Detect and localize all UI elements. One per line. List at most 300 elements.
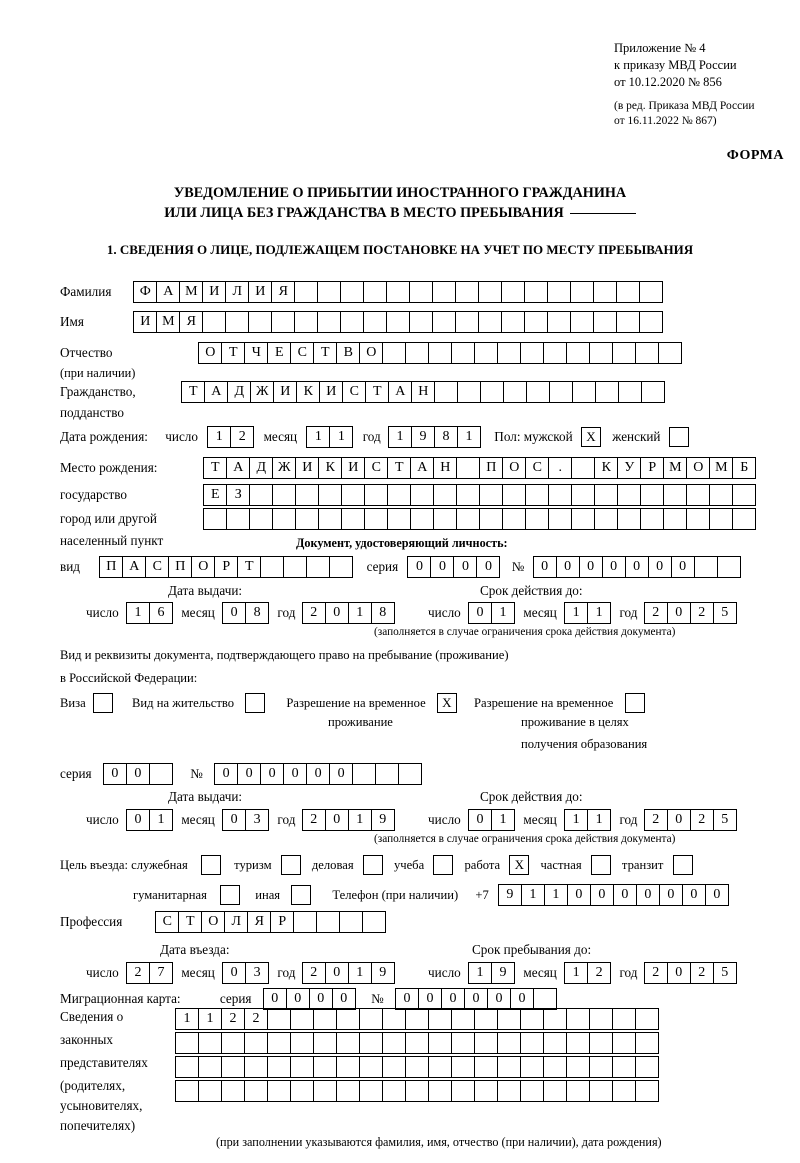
char-box[interactable]: [409, 311, 433, 333]
char-box[interactable]: 7: [149, 962, 173, 984]
char-box[interactable]: [244, 1080, 268, 1102]
char-box[interactable]: Т: [365, 381, 389, 403]
char-box[interactable]: 0: [682, 884, 706, 906]
patronymic-boxes[interactable]: [198, 342, 682, 364]
char-box[interactable]: Л: [225, 281, 249, 303]
char-box[interactable]: [533, 988, 557, 1010]
stay-issue-month-boxes[interactable]: [222, 809, 269, 831]
char-box[interactable]: 0: [636, 884, 660, 906]
char-box[interactable]: [175, 1080, 199, 1102]
char-box[interactable]: [283, 556, 307, 578]
char-box[interactable]: [641, 381, 665, 403]
migration-number-boxes[interactable]: [395, 988, 557, 1010]
char-box[interactable]: 0: [441, 988, 465, 1010]
char-box[interactable]: П: [168, 556, 192, 578]
stay-year-boxes[interactable]: [644, 962, 737, 984]
char-box[interactable]: Л: [224, 911, 248, 933]
char-box[interactable]: [451, 1056, 475, 1078]
char-box[interactable]: В: [336, 342, 360, 364]
char-box[interactable]: 0: [306, 763, 330, 785]
char-box[interactable]: 9: [371, 809, 395, 831]
char-box[interactable]: [362, 911, 386, 933]
char-box[interactable]: И: [202, 281, 226, 303]
purpose-other-checkbox[interactable]: [291, 885, 311, 905]
char-box[interactable]: 5: [713, 602, 737, 624]
char-box[interactable]: 0: [126, 763, 150, 785]
char-box[interactable]: [503, 381, 527, 403]
char-box[interactable]: И: [248, 281, 272, 303]
char-box[interactable]: 0: [103, 763, 127, 785]
char-box[interactable]: [570, 311, 594, 333]
legal-boxes-row-1[interactable]: [175, 1008, 659, 1030]
char-box[interactable]: О: [502, 457, 526, 479]
char-box[interactable]: [497, 1032, 521, 1054]
char-box[interactable]: [593, 311, 617, 333]
char-box[interactable]: [313, 1008, 337, 1030]
char-box[interactable]: [375, 763, 399, 785]
char-box[interactable]: 2: [221, 1008, 245, 1030]
char-box[interactable]: [249, 484, 273, 506]
char-box[interactable]: [543, 342, 567, 364]
temp-residence-checkbox[interactable]: X: [437, 693, 457, 713]
char-box[interactable]: [451, 1080, 475, 1102]
char-box[interactable]: 2: [690, 962, 714, 984]
char-box[interactable]: [663, 484, 687, 506]
char-box[interactable]: [566, 1056, 590, 1078]
char-box[interactable]: К: [318, 457, 342, 479]
char-box[interactable]: М: [709, 457, 733, 479]
char-box[interactable]: Ф: [133, 281, 157, 303]
char-box[interactable]: Р: [270, 911, 294, 933]
char-box[interactable]: [294, 311, 318, 333]
char-box[interactable]: 0: [286, 988, 310, 1010]
char-box[interactable]: 1: [175, 1008, 199, 1030]
char-box[interactable]: [267, 1008, 291, 1030]
char-box[interactable]: [612, 1032, 636, 1054]
char-box[interactable]: [294, 281, 318, 303]
char-box[interactable]: [198, 1056, 222, 1078]
char-box[interactable]: [267, 1032, 291, 1054]
char-box[interactable]: 3: [245, 962, 269, 984]
char-box[interactable]: 0: [332, 988, 356, 1010]
valid-year-boxes[interactable]: [644, 602, 737, 624]
char-box[interactable]: [221, 1056, 245, 1078]
purpose-private-checkbox[interactable]: [591, 855, 611, 875]
char-box[interactable]: 2: [302, 809, 326, 831]
char-box[interactable]: С: [290, 342, 314, 364]
stay-month-boxes[interactable]: [564, 962, 611, 984]
char-box[interactable]: [566, 1008, 590, 1030]
char-box[interactable]: 1: [491, 602, 515, 624]
char-box[interactable]: 1: [329, 426, 353, 448]
char-box[interactable]: [571, 508, 595, 530]
char-box[interactable]: [313, 1080, 337, 1102]
char-box[interactable]: [594, 508, 618, 530]
char-box[interactable]: 0: [613, 884, 637, 906]
char-box[interactable]: 5: [713, 809, 737, 831]
purpose-service-checkbox[interactable]: [201, 855, 221, 875]
char-box[interactable]: М: [663, 457, 687, 479]
char-box[interactable]: 2: [690, 809, 714, 831]
char-box[interactable]: Я: [271, 281, 295, 303]
sex-female-checkbox[interactable]: [669, 427, 689, 447]
char-box[interactable]: 0: [430, 556, 454, 578]
char-box[interactable]: И: [273, 381, 297, 403]
char-box[interactable]: [272, 508, 296, 530]
char-box[interactable]: [686, 508, 710, 530]
char-box[interactable]: 9: [411, 426, 435, 448]
char-box[interactable]: [639, 281, 663, 303]
char-box[interactable]: [543, 1056, 567, 1078]
char-box[interactable]: [612, 342, 636, 364]
char-box[interactable]: [595, 381, 619, 403]
char-box[interactable]: [317, 311, 341, 333]
char-box[interactable]: М: [179, 281, 203, 303]
char-box[interactable]: [520, 1056, 544, 1078]
char-box[interactable]: Р: [640, 457, 664, 479]
char-box[interactable]: 0: [476, 556, 500, 578]
char-box[interactable]: [352, 763, 376, 785]
char-box[interactable]: [359, 1056, 383, 1078]
char-box[interactable]: 1: [198, 1008, 222, 1030]
char-box[interactable]: 0: [510, 988, 534, 1010]
char-box[interactable]: [405, 1080, 429, 1102]
char-box[interactable]: [617, 484, 641, 506]
char-box[interactable]: [339, 911, 363, 933]
char-box[interactable]: [382, 342, 406, 364]
birthplace-boxes-1[interactable]: [203, 457, 756, 479]
char-box[interactable]: [432, 281, 456, 303]
char-box[interactable]: 6: [149, 602, 173, 624]
char-box[interactable]: [451, 342, 475, 364]
char-box[interactable]: [248, 311, 272, 333]
char-box[interactable]: [336, 1032, 360, 1054]
char-box[interactable]: [497, 1080, 521, 1102]
char-box[interactable]: 2: [644, 809, 668, 831]
char-box[interactable]: [329, 556, 353, 578]
char-box[interactable]: 0: [468, 809, 492, 831]
char-box[interactable]: О: [359, 342, 383, 364]
char-box[interactable]: [501, 281, 525, 303]
char-box[interactable]: [405, 1032, 429, 1054]
char-box[interactable]: [405, 342, 429, 364]
char-box[interactable]: [221, 1080, 245, 1102]
char-box[interactable]: Т: [178, 911, 202, 933]
char-box[interactable]: 0: [667, 809, 691, 831]
char-box[interactable]: [260, 556, 284, 578]
char-box[interactable]: С: [155, 911, 179, 933]
legal-boxes-1[interactable]: [175, 1008, 659, 1030]
char-box[interactable]: [451, 1008, 475, 1030]
char-box[interactable]: Н: [433, 457, 457, 479]
char-box[interactable]: К: [594, 457, 618, 479]
char-box[interactable]: 0: [395, 988, 419, 1010]
birth-day-boxes[interactable]: [207, 426, 254, 448]
char-box[interactable]: [663, 508, 687, 530]
char-box[interactable]: [543, 1080, 567, 1102]
char-box[interactable]: [566, 1080, 590, 1102]
char-box[interactable]: 0: [671, 556, 695, 578]
char-box[interactable]: Е: [267, 342, 291, 364]
char-box[interactable]: 0: [260, 763, 284, 785]
char-box[interactable]: [526, 381, 550, 403]
char-box[interactable]: [594, 484, 618, 506]
char-box[interactable]: [455, 281, 479, 303]
char-box[interactable]: [409, 281, 433, 303]
char-box[interactable]: И: [295, 457, 319, 479]
char-box[interactable]: 2: [230, 426, 254, 448]
char-box[interactable]: О: [201, 911, 225, 933]
document-kind-boxes[interactable]: [99, 556, 353, 578]
char-box[interactable]: 8: [371, 602, 395, 624]
char-box[interactable]: [709, 484, 733, 506]
char-box[interactable]: [359, 1080, 383, 1102]
char-box[interactable]: [455, 311, 479, 333]
char-box[interactable]: [480, 381, 504, 403]
char-box[interactable]: [428, 342, 452, 364]
char-box[interactable]: 1: [126, 602, 150, 624]
birth-month-boxes[interactable]: [306, 426, 353, 448]
char-box[interactable]: [525, 484, 549, 506]
char-box[interactable]: 2: [690, 602, 714, 624]
char-box[interactable]: [359, 1008, 383, 1030]
char-box[interactable]: А: [204, 381, 228, 403]
char-box[interactable]: .: [548, 457, 572, 479]
purpose-humanitarian-checkbox[interactable]: [220, 885, 240, 905]
char-box[interactable]: П: [99, 556, 123, 578]
phone-boxes[interactable]: [498, 884, 729, 906]
char-box[interactable]: О: [198, 342, 222, 364]
char-box[interactable]: [474, 1008, 498, 1030]
char-box[interactable]: [635, 342, 659, 364]
char-box[interactable]: 0: [407, 556, 431, 578]
char-box[interactable]: 1: [348, 602, 372, 624]
char-box[interactable]: 0: [648, 556, 672, 578]
stay-valid-day-boxes[interactable]: [468, 809, 515, 831]
entry-day-boxes[interactable]: [126, 962, 173, 984]
char-box[interactable]: [474, 342, 498, 364]
char-box[interactable]: [249, 508, 273, 530]
issue-year-boxes[interactable]: [302, 602, 395, 624]
char-box[interactable]: [432, 311, 456, 333]
char-box[interactable]: [709, 508, 733, 530]
valid-day-boxes[interactable]: [468, 602, 515, 624]
char-box[interactable]: [382, 1032, 406, 1054]
char-box[interactable]: [382, 1008, 406, 1030]
char-box[interactable]: С: [342, 381, 366, 403]
char-box[interactable]: 1: [587, 602, 611, 624]
stay-issue-year-boxes[interactable]: [302, 809, 395, 831]
char-box[interactable]: [410, 484, 434, 506]
char-box[interactable]: [434, 381, 458, 403]
char-box[interactable]: Ж: [272, 457, 296, 479]
char-box[interactable]: [732, 484, 756, 506]
issue-day-boxes[interactable]: [126, 602, 173, 624]
char-box[interactable]: 1: [521, 884, 545, 906]
stay-valid-year-boxes[interactable]: [644, 809, 737, 831]
purpose-transit-checkbox[interactable]: [673, 855, 693, 875]
char-box[interactable]: [589, 1056, 613, 1078]
char-box[interactable]: 9: [498, 884, 522, 906]
char-box[interactable]: [359, 1032, 383, 1054]
char-box[interactable]: [336, 1080, 360, 1102]
issue-month-boxes[interactable]: [222, 602, 269, 624]
char-box[interactable]: [175, 1056, 199, 1078]
char-box[interactable]: [226, 508, 250, 530]
char-box[interactable]: [221, 1032, 245, 1054]
char-box[interactable]: [686, 484, 710, 506]
residence-permit-checkbox[interactable]: [245, 693, 265, 713]
char-box[interactable]: Т: [313, 342, 337, 364]
char-box[interactable]: [566, 1032, 590, 1054]
char-box[interactable]: 0: [533, 556, 557, 578]
char-box[interactable]: [497, 342, 521, 364]
document-series-boxes[interactable]: [407, 556, 500, 578]
char-box[interactable]: [149, 763, 173, 785]
char-box[interactable]: 0: [468, 602, 492, 624]
char-box[interactable]: [479, 484, 503, 506]
char-box[interactable]: [405, 1056, 429, 1078]
char-box[interactable]: [364, 508, 388, 530]
char-box[interactable]: [244, 1032, 268, 1054]
char-box[interactable]: 2: [644, 962, 668, 984]
char-box[interactable]: [525, 508, 549, 530]
char-box[interactable]: [524, 311, 548, 333]
birthplace-boxes-2[interactable]: [203, 484, 756, 506]
char-box[interactable]: 1: [564, 962, 588, 984]
char-box[interactable]: [616, 281, 640, 303]
char-box[interactable]: Б: [732, 457, 756, 479]
char-box[interactable]: [520, 342, 544, 364]
char-box[interactable]: [456, 508, 480, 530]
char-box[interactable]: [474, 1056, 498, 1078]
char-box[interactable]: [547, 311, 571, 333]
char-box[interactable]: 0: [667, 962, 691, 984]
char-box[interactable]: 1: [587, 809, 611, 831]
char-box[interactable]: Я: [247, 911, 271, 933]
char-box[interactable]: 0: [325, 809, 349, 831]
char-box[interactable]: [694, 556, 718, 578]
char-box[interactable]: [387, 508, 411, 530]
char-box[interactable]: [589, 1008, 613, 1030]
char-box[interactable]: [433, 508, 457, 530]
char-box[interactable]: 9: [371, 962, 395, 984]
legal-boxes-3[interactable]: [175, 1056, 659, 1078]
char-box[interactable]: [572, 381, 596, 403]
edu-residence-checkbox[interactable]: [625, 693, 645, 713]
char-box[interactable]: [478, 281, 502, 303]
char-box[interactable]: [267, 1056, 291, 1078]
char-box[interactable]: [318, 508, 342, 530]
char-box[interactable]: [428, 1056, 452, 1078]
char-box[interactable]: 0: [329, 763, 353, 785]
char-box[interactable]: Т: [221, 342, 245, 364]
legal-boxes-row-2[interactable]: [175, 1032, 659, 1054]
char-box[interactable]: [271, 311, 295, 333]
char-box[interactable]: Р: [214, 556, 238, 578]
sex-male-checkbox[interactable]: X: [581, 427, 601, 447]
char-box[interactable]: 0: [659, 884, 683, 906]
legal-boxes-row-3[interactable]: [175, 1056, 659, 1078]
char-box[interactable]: [571, 484, 595, 506]
char-box[interactable]: [198, 1032, 222, 1054]
char-box[interactable]: 0: [126, 809, 150, 831]
char-box[interactable]: К: [296, 381, 320, 403]
char-box[interactable]: 1: [348, 809, 372, 831]
stay-number-boxes[interactable]: [214, 763, 422, 785]
char-box[interactable]: [635, 1080, 659, 1102]
legal-boxes-row-4[interactable]: [175, 1080, 659, 1102]
char-box[interactable]: 2: [302, 602, 326, 624]
char-box[interactable]: 1: [388, 426, 412, 448]
char-box[interactable]: [451, 1032, 475, 1054]
char-box[interactable]: С: [525, 457, 549, 479]
char-box[interactable]: [295, 484, 319, 506]
char-box[interactable]: Ч: [244, 342, 268, 364]
char-box[interactable]: [336, 1008, 360, 1030]
char-box[interactable]: [570, 281, 594, 303]
char-box[interactable]: А: [388, 381, 412, 403]
char-box[interactable]: [612, 1056, 636, 1078]
char-box[interactable]: 1: [149, 809, 173, 831]
char-box[interactable]: [640, 484, 664, 506]
char-box[interactable]: 2: [587, 962, 611, 984]
char-box[interactable]: [593, 281, 617, 303]
char-box[interactable]: [295, 508, 319, 530]
char-box[interactable]: [732, 508, 756, 530]
char-box[interactable]: [336, 1056, 360, 1078]
char-box[interactable]: [340, 311, 364, 333]
char-box[interactable]: [428, 1080, 452, 1102]
char-box[interactable]: [640, 508, 664, 530]
char-box[interactable]: 2: [126, 962, 150, 984]
char-box[interactable]: [382, 1080, 406, 1102]
profession-boxes[interactable]: [155, 911, 386, 933]
char-box[interactable]: [293, 911, 317, 933]
char-box[interactable]: [635, 1032, 659, 1054]
char-box[interactable]: [363, 281, 387, 303]
char-box[interactable]: [341, 508, 365, 530]
char-box[interactable]: 1: [544, 884, 568, 906]
char-box[interactable]: И: [319, 381, 343, 403]
citizenship-boxes[interactable]: [181, 381, 665, 403]
char-box[interactable]: 0: [418, 988, 442, 1010]
char-box[interactable]: 0: [464, 988, 488, 1010]
char-box[interactable]: [306, 556, 330, 578]
char-box[interactable]: 2: [302, 962, 326, 984]
char-box[interactable]: А: [122, 556, 146, 578]
char-box[interactable]: 0: [222, 602, 246, 624]
char-box[interactable]: [363, 311, 387, 333]
char-box[interactable]: [202, 311, 226, 333]
char-box[interactable]: [433, 484, 457, 506]
char-box[interactable]: [313, 1056, 337, 1078]
char-box[interactable]: [316, 911, 340, 933]
char-box[interactable]: [548, 484, 572, 506]
legal-boxes-4[interactable]: [175, 1080, 659, 1102]
char-box[interactable]: [272, 484, 296, 506]
char-box[interactable]: А: [226, 457, 250, 479]
char-box[interactable]: С: [145, 556, 169, 578]
char-box[interactable]: 0: [602, 556, 626, 578]
char-box[interactable]: [474, 1080, 498, 1102]
char-box[interactable]: Т: [203, 457, 227, 479]
stay-series-boxes[interactable]: [103, 763, 173, 785]
char-box[interactable]: [341, 484, 365, 506]
char-box[interactable]: [571, 457, 595, 479]
char-box[interactable]: [317, 281, 341, 303]
char-box[interactable]: М: [156, 311, 180, 333]
